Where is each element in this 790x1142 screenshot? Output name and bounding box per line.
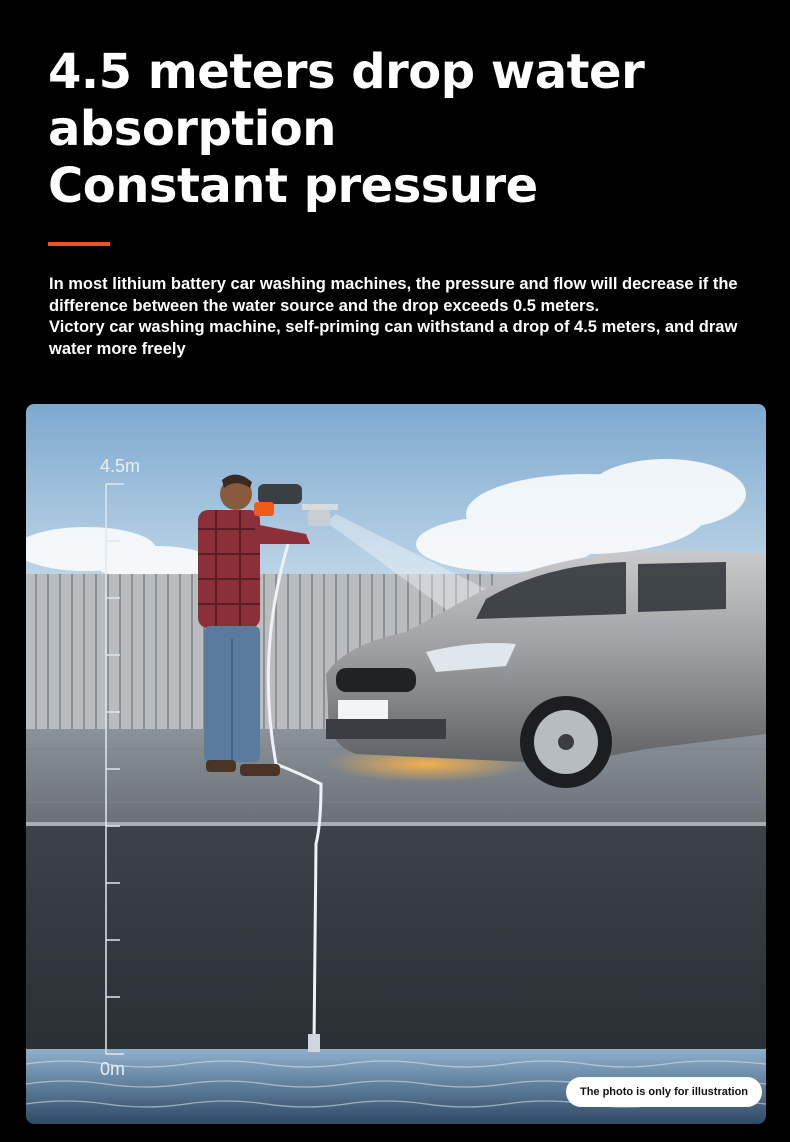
description-paragraph-2: Victory car washing machine, self-priming can withstand a drop of 4.5 meters, and draw water more freely: [49, 318, 738, 358]
accent-divider: [48, 242, 110, 246]
description-paragraph-1: In most lithium battery car washing machines, the pressure and flow will decrease if the difference between the water source and the drop exceeds 0.5 meters.: [49, 275, 738, 315]
headline-line-1: 4.5 meters drop water: [48, 44, 645, 100]
product-illustration-photo: [26, 404, 766, 1124]
headline-line-2: absorption: [48, 101, 336, 157]
illustration-note-badge: The photo is only for illustration: [566, 1077, 762, 1107]
description: [49, 274, 759, 360]
headline: [48, 44, 768, 215]
ruler-top-label: 4.5m: [100, 456, 141, 476]
ruler-bottom-label: 0m: [100, 1059, 126, 1079]
headline-line-3: Constant pressure: [48, 158, 538, 214]
